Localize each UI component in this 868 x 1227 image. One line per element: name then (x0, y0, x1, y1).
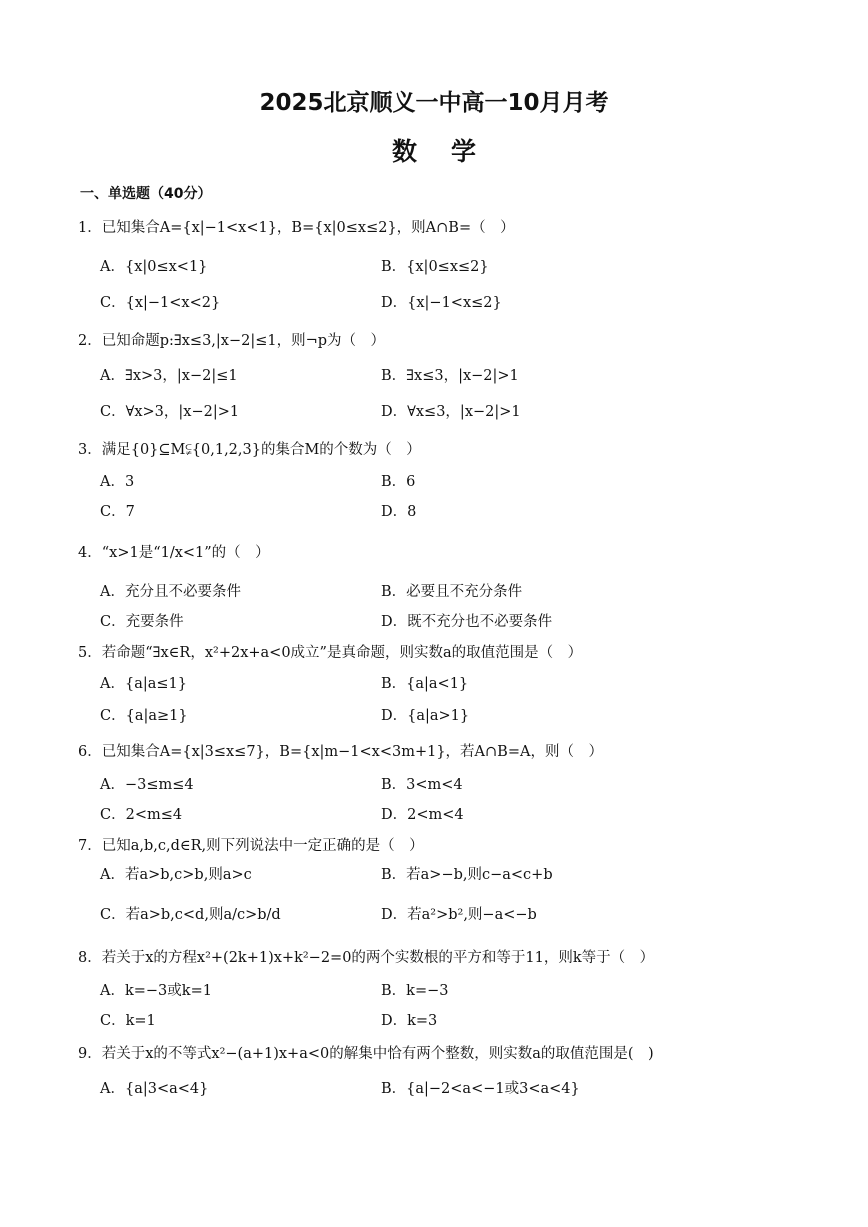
question-5-stem: 5．若命题“∃x∈R，x²+2x+a<0成立”是真命题，则实数a的取值范围是（ ） (78, 645, 583, 661)
subject-heading: 数学 (391, 137, 510, 166)
question-8-option-b: B．k=−3 (381, 983, 449, 999)
question-8-option-c: C．k=1 (100, 1013, 156, 1029)
question-5-option-d: D．{a|a>1} (381, 708, 470, 724)
section-heading: 一、单选题（40分） (80, 186, 212, 202)
question-3-option-d: D．8 (381, 504, 417, 520)
question-2-option-b: B．∃x≤3，|x−2|>1 (381, 368, 519, 384)
question-6-option-b: B．3<m<4 (381, 777, 463, 793)
question-1-option-c: C．{x|−1<x<2} (100, 295, 221, 311)
question-1-option-d: D．{x|−1<x≤2} (381, 295, 502, 311)
question-8-stem: 8．若关于x的方程x²+(2k+1)x+k²−2=0的两个实数根的平方和等于11，则k等于（ ） (78, 950, 655, 966)
question-8-option-a: A．k=−3或k=1 (100, 983, 212, 999)
question-7-option-b: B．若a>−b,则c−a<c+b (381, 867, 553, 883)
question-3-option-c: C．7 (100, 504, 135, 520)
question-6-option-d: D．2<m<4 (381, 807, 464, 823)
question-2-stem: 2．已知命题p:∃x≤3,|x−2|≤1，则¬p为（ ） (78, 333, 386, 349)
question-4-option-c: C．充要条件 (100, 614, 184, 630)
question-9-stem: 9．若关于x的不等式x²−(a+1)x+a<0的解集中恰有两个整数，则实数a的取值范围是( ) (78, 1046, 654, 1062)
question-5-option-b: B．{a|a<1} (381, 676, 469, 692)
question-9-option-b: B．{a|−2<a<−1或3<a<4} (381, 1081, 580, 1097)
question-5-option-a: A．{a|a≤1} (100, 676, 187, 692)
question-1-option-a: A．{x|0≤x<1} (100, 259, 208, 275)
question-5-option-c: C．{a|a≥1} (100, 708, 188, 724)
question-9-option-a: A．{a|3<a<4} (100, 1081, 209, 1097)
question-3-option-b: B．6 (381, 474, 416, 490)
question-4-option-a: A．充分且不必要条件 (100, 584, 241, 600)
question-7-stem: 7．已知a,b,c,d∈R,则下列说法中一定正确的是（ ） (78, 838, 424, 854)
question-6-option-a: A．−3≤m≤4 (100, 777, 194, 793)
question-4-stem: 4．“x>1是“1/x<1”的（ ） (78, 545, 270, 561)
question-4-option-b: B．必要且不充分条件 (381, 584, 523, 600)
question-2-option-c: C．∀x>3，|x−2|>1 (100, 404, 240, 420)
question-7-option-c: C．若a>b,c<d,则a/c>b/d (100, 907, 281, 923)
page-title: 2025北京顺义一中高一10月月考 (259, 90, 609, 116)
question-6-stem: 6．已知集合A={x|3≤x≤7}，B={x|m−1<x<3m+1}，若A∩B=A，则（ ） (78, 744, 603, 760)
question-6-option-c: C．2<m≤4 (100, 807, 183, 823)
question-4-option-d: D．既不充分也不必要条件 (381, 614, 553, 630)
question-1-stem: 1．已知集合A={x|−1<x<1}，B={x|0≤x≤2}，则A∩B=（ ） (78, 220, 515, 236)
question-7-option-d: D．若a²>b²,则−a<−b (381, 907, 537, 923)
question-2-option-a: A．∃x>3，|x−2|≤1 (100, 368, 238, 384)
question-2-option-d: D．∀x≤3，|x−2|>1 (381, 404, 521, 420)
question-8-option-d: D．k=3 (381, 1013, 438, 1029)
question-3-stem: 3．满足{0}⊆M⫋{0,1,2,3}的集合M的个数为（ ） (78, 442, 421, 458)
question-7-option-a: A．若a>b,c>b,则a>c (100, 867, 252, 883)
question-3-option-a: A．3 (100, 474, 135, 490)
question-1-option-b: B．{x|0≤x≤2} (381, 259, 489, 275)
